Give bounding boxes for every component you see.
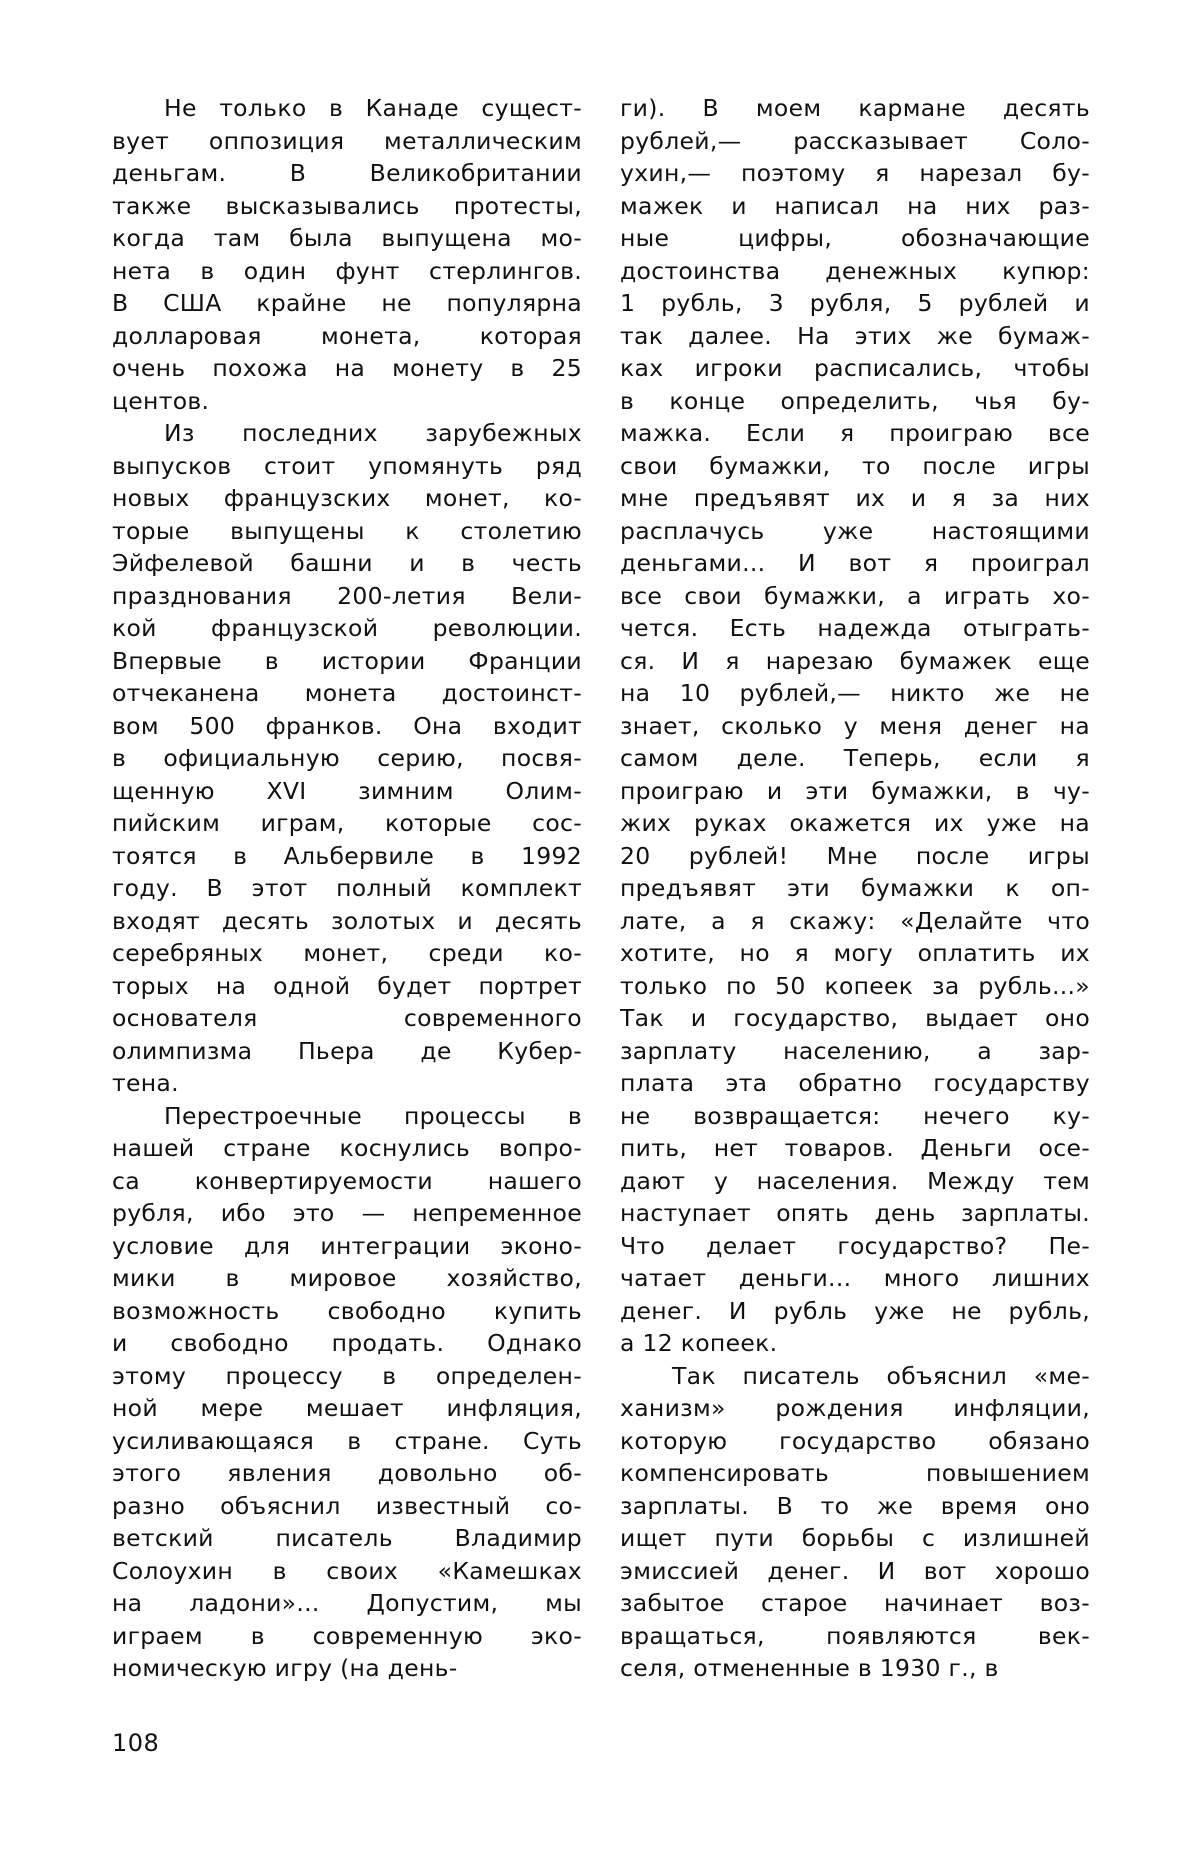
text-line: основателя современного (112, 1004, 582, 1032)
text-line: торых на одной будет портрет (112, 971, 582, 1000)
text-line: условие для интеграции эконо- (112, 1231, 582, 1260)
text-line: щенную XVI зимним Олим- (112, 776, 582, 805)
text-line: В США крайне не популярна (112, 289, 582, 317)
text-line: году. В этот полный комплект (112, 874, 582, 902)
text-line: отчеканена монета достоинст- (112, 679, 582, 707)
text-line: мне предъявят их и я за них (620, 484, 1090, 512)
text-line: долларовая монета, которая (112, 321, 582, 350)
text-line: наступает опять день зарплаты. (620, 1199, 1090, 1227)
text-line: тена. (112, 1069, 179, 1097)
text-line: новых французских монет, ко- (112, 484, 582, 512)
text-line: которую государство обязано (620, 1426, 1090, 1455)
text-line: мажек и написал на них раз- (620, 191, 1090, 220)
text-line: так далее. На этих же бумаж- (620, 321, 1090, 350)
text-line: этого явления довольно об- (112, 1459, 582, 1487)
text-line: все свои бумажки, а играть хо- (620, 581, 1090, 610)
text-line: рублей,— рассказывает Соло- (620, 126, 1090, 155)
text-line: чатает деньги... много лишних (620, 1264, 1090, 1292)
text-line: вует оппозиция металлическим (112, 126, 582, 155)
right-text-column (620, 92, 1090, 1685)
text-line: забытое старое начинает воз- (620, 1589, 1090, 1617)
text-line: Перестроечные процессы в (164, 1101, 582, 1130)
text-line: на ладони»... Допустим, мы (112, 1589, 582, 1617)
text-line: усиливающаяся в стране. Суть (112, 1426, 582, 1455)
text-line: пийским играм, которые сос- (112, 809, 582, 837)
text-line: кой французской революции. (112, 614, 582, 642)
text-line: празднования 200-летия Вели- (112, 581, 582, 610)
text-line: ветский писатель Владимир (112, 1524, 582, 1552)
text-line: 20 рублей! Мне после игры (620, 841, 1090, 870)
text-line: зарплаты. В то же время оно (620, 1491, 1090, 1520)
text-line: на 10 рублей,— никто же не (620, 679, 1090, 707)
text-line: играем в современную эко- (112, 1621, 582, 1650)
text-line: свои бумажки, то после игры (620, 451, 1090, 480)
text-line: Эйфелевой башни и в честь (112, 549, 582, 577)
text-line: са конвертируемости нашего (112, 1166, 582, 1195)
text-line: ные цифры, обозначающие (620, 224, 1090, 252)
text-line: очень похожа на монету в 25 (112, 354, 582, 382)
text-line: Из последних зарубежных (164, 419, 582, 447)
text-line: серебряных монет, среди ко- (112, 939, 582, 967)
text-line: когда там была выпущена мо- (112, 224, 582, 252)
text-line: жих руках окажется их уже на (620, 809, 1090, 837)
text-line: пить, нет товаров. Деньги осе- (620, 1134, 1090, 1162)
text-line: вращаться, появляются век- (620, 1621, 1090, 1650)
text-line: предъявят эти бумажки к оп- (620, 874, 1090, 902)
text-line: ной мере мешает инфляция, (112, 1394, 582, 1422)
text-line: Солоухин в своих «Камешках (112, 1556, 582, 1585)
text-line: а 12 копеек. (620, 1329, 778, 1357)
text-line: вом 500 франков. Она входит (112, 711, 582, 740)
left-text-column (112, 92, 582, 1685)
text-line: ги). В моем кармане десять (620, 94, 1090, 122)
text-line: ках игроки расписались, чтобы (620, 354, 1090, 382)
text-line: в официальную серию, посвя- (112, 744, 582, 772)
text-line: нашей стране коснулись вопро- (112, 1134, 582, 1162)
text-line: этому процессу в определен- (112, 1361, 582, 1390)
text-line: проиграю и эти бумажки, в чу- (620, 776, 1090, 805)
text-line: дают у населения. Между тем (620, 1166, 1090, 1195)
text-line: зарплату населению, а зар- (620, 1036, 1090, 1065)
text-line: ся. И я нарезаю бумажек еще (620, 646, 1090, 675)
text-line: нета в один фунт стерлингов. (112, 256, 582, 285)
text-line: эмиссией денег. И вот хорошо (620, 1556, 1090, 1585)
text-line: чется. Есть надежда отыграть- (620, 614, 1090, 642)
text-line: деньгам. В Великобритании (112, 159, 582, 187)
text-line: Так писатель объяснил «ме- (672, 1361, 1090, 1390)
text-line: денег. И рубль уже не рубль, (620, 1296, 1090, 1325)
text-line: также высказывались протесты, (112, 191, 582, 220)
text-line: центов. (112, 386, 210, 415)
text-line: разно объяснил известный со- (112, 1491, 582, 1520)
text-line: плата эта обратно государству (620, 1069, 1090, 1097)
text-line: возможность свободно купить (112, 1296, 582, 1325)
text-line: Не только в Канаде сущест- (164, 94, 582, 122)
text-line: входят десять золотых и десять (112, 906, 582, 935)
text-line: ищет пути борьбы с излишней (620, 1524, 1090, 1552)
text-line: Что делает государство? Пе- (620, 1231, 1090, 1260)
text-line: мики в мировое хозяйство, (112, 1264, 582, 1292)
text-line: рубля, ибо это — непременное (112, 1199, 582, 1227)
text-line: ухин,— поэтому я нарезал бу- (620, 159, 1090, 187)
text-line: номическую игру (на день- (112, 1654, 458, 1682)
text-line: выпусков стоит упомянуть ряд (112, 451, 582, 480)
text-line: самом деле. Теперь, если я (620, 744, 1090, 772)
text-line: ханизм» рождения инфляции, (620, 1394, 1090, 1422)
text-line: мажка. Если я проиграю все (620, 419, 1090, 447)
text-line: компенсировать повышением (620, 1459, 1090, 1487)
text-line: знает, сколько у меня денег на (620, 711, 1090, 740)
text-line: лате, а я скажу: «Делайте что (620, 906, 1090, 935)
page-number: 108 (112, 1729, 160, 1757)
text-line: достоинства денежных купюр: (620, 256, 1090, 285)
text-line: и свободно продать. Однако (112, 1329, 582, 1357)
text-line: селя, отмененные в 1930 г., в (620, 1654, 999, 1682)
text-line: хотите, но я могу оплатить их (620, 939, 1090, 967)
text-line: деньгами... И вот я проиграл (620, 549, 1090, 577)
text-line: олимпизма Пьера де Кубер- (112, 1036, 582, 1065)
text-line: только по 50 копеек за рубль...» (620, 971, 1090, 1000)
text-line: не возвращается: нечего ку- (620, 1101, 1090, 1130)
text-line: торые выпущены к столетию (112, 516, 582, 545)
text-line: 1 рубль, 3 рубля, 5 рублей и (620, 289, 1090, 317)
text-line: расплачусь уже настоящими (620, 516, 1090, 545)
text-line: Впервые в истории Франции (112, 646, 582, 675)
text-line: тоятся в Альбервиле в 1992 (112, 841, 582, 870)
text-line: в конце определить, чья бу- (620, 386, 1090, 415)
text-line: Так и государство, выдает оно (620, 1004, 1090, 1032)
